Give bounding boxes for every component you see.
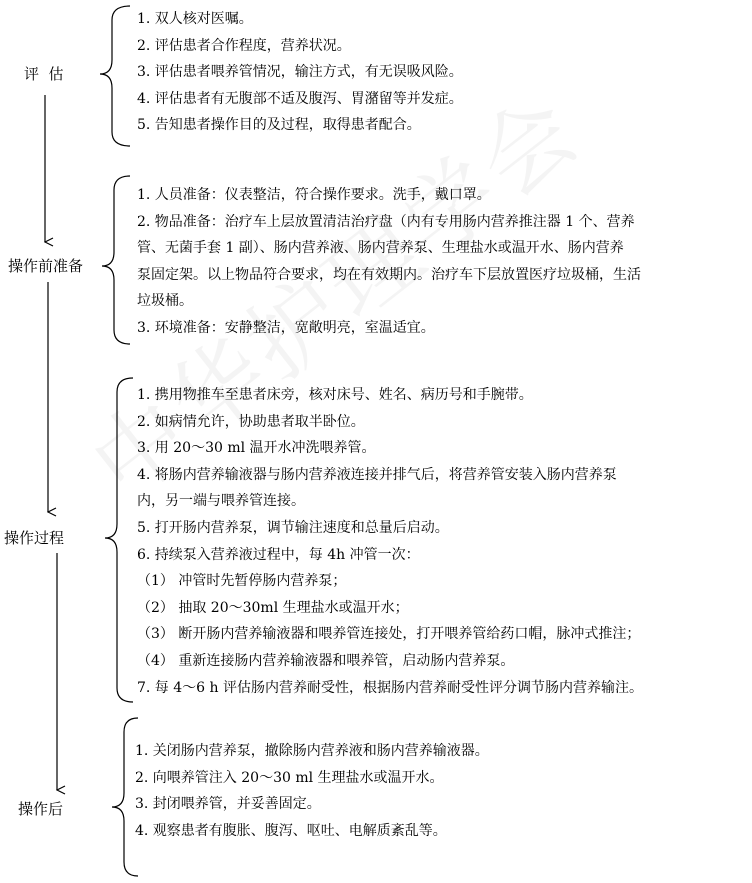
procedure-substep: （2） 抽取 20～30ml 生理盐水或温开水；	[137, 599, 409, 616]
post-procedure-step: 1. 关闭肠内营养泵，撤除肠内营养液和肠内营养输液器。	[135, 743, 489, 759]
preparation-step: 3. 环境准备：安静整洁，宽敞明亮，室温适宜。	[137, 319, 435, 336]
stage-label-preparation: 操作前准备	[8, 257, 84, 275]
stage-label-procedure: 操作过程	[4, 529, 65, 547]
stage-1-brace	[100, 6, 130, 146]
post-procedure-step: 2. 向喂养管注入 20～30 ml 生理盐水或温开水。	[135, 769, 444, 786]
stage-2-brace	[102, 176, 130, 344]
stage-3-brace	[105, 378, 133, 702]
post-procedure-step: 3. 封闭喂养管，并妥善固定。	[135, 796, 321, 813]
stage-label-assessment: 评 估	[24, 65, 64, 83]
preparation-step: 2. 物品准备：治疗车上层放置清洁治疗盘（内有专用肠内营养推注器 1 个、营养	[137, 213, 635, 230]
procedure-step: 5. 打开肠内营养泵，调节输注速度和总量后启动。	[137, 519, 449, 536]
procedure-step: 2. 如病情允许，协助患者取半卧位。	[137, 413, 365, 430]
procedure-step: 7. 每 4～6 h 评估肠内营养耐受性，根据肠内营养耐受性评分调节肠内营养输注。	[137, 679, 643, 696]
preparation-step: 1. 人员准备：仪表整洁，符合操作要求。洗手，戴口罩。	[137, 187, 491, 203]
assessment-steps	[137, 6, 747, 139]
preparation-steps	[137, 182, 749, 342]
procedure-steps	[137, 382, 749, 701]
procedure-step-continued: 内，另一端与喂养管连接。	[137, 493, 305, 510]
preparation-step-continued: 管、无菌手套 1 副）、肠内营养液、肠内营养泵、生理盐水或温开水、肠内营养	[137, 240, 624, 257]
procedure-substep: （1） 冲管时先暂停肠内营养泵；	[137, 573, 347, 590]
procedure-step: 1. 携用物推车至患者床旁，核对床号、姓名、病历号和手腕带。	[137, 387, 533, 403]
post-procedure-step: 4. 观察患者有腹胀、腹泻、呕吐、电解质紊乱等。	[135, 822, 447, 839]
assessment-step: 3. 评估患者喂养管情况，输注方式，有无误吸风险。	[137, 64, 463, 81]
procedure-substep: （3） 断开肠内营养输液器和喂养管连接处，打开喂养管给药口帽，脉冲式推注；	[137, 626, 641, 643]
preparation-step-continued: 泵固定架。以上物品符合要求，均在有效期内。治疗车下层放置医疗垃圾桶，生活	[137, 266, 641, 283]
procedure-step: 4. 将肠内营养输液器与肠内营养液连接并排气后，将营养管安装入肠内营养泵	[137, 466, 617, 483]
assessment-step: 2. 评估患者合作程度，营养状况。	[137, 37, 351, 54]
procedure-step: 3. 用 20～30 ml 温开水冲洗喂养管。	[137, 440, 376, 457]
stage-label-post-procedure: 操作后	[18, 800, 64, 818]
assessment-step: 5. 告知患者操作目的及过程，取得患者配合。	[137, 117, 421, 134]
post-procedure-steps	[135, 738, 747, 844]
assessment-step: 1. 双人核对医嘱。	[137, 11, 253, 27]
procedure-step: 6. 持续泵入营养液过程中，每 4h 冲管一次：	[137, 546, 420, 563]
procedure-substep: （4） 重新连接肠内营养输液器和喂养管，启动肠内营养泵。	[137, 652, 515, 669]
preparation-step-continued: 垃圾桶。	[137, 293, 193, 310]
assessment-step: 4. 评估患者有无腹部不适及腹泻、胃潴留等并发症。	[137, 90, 463, 107]
